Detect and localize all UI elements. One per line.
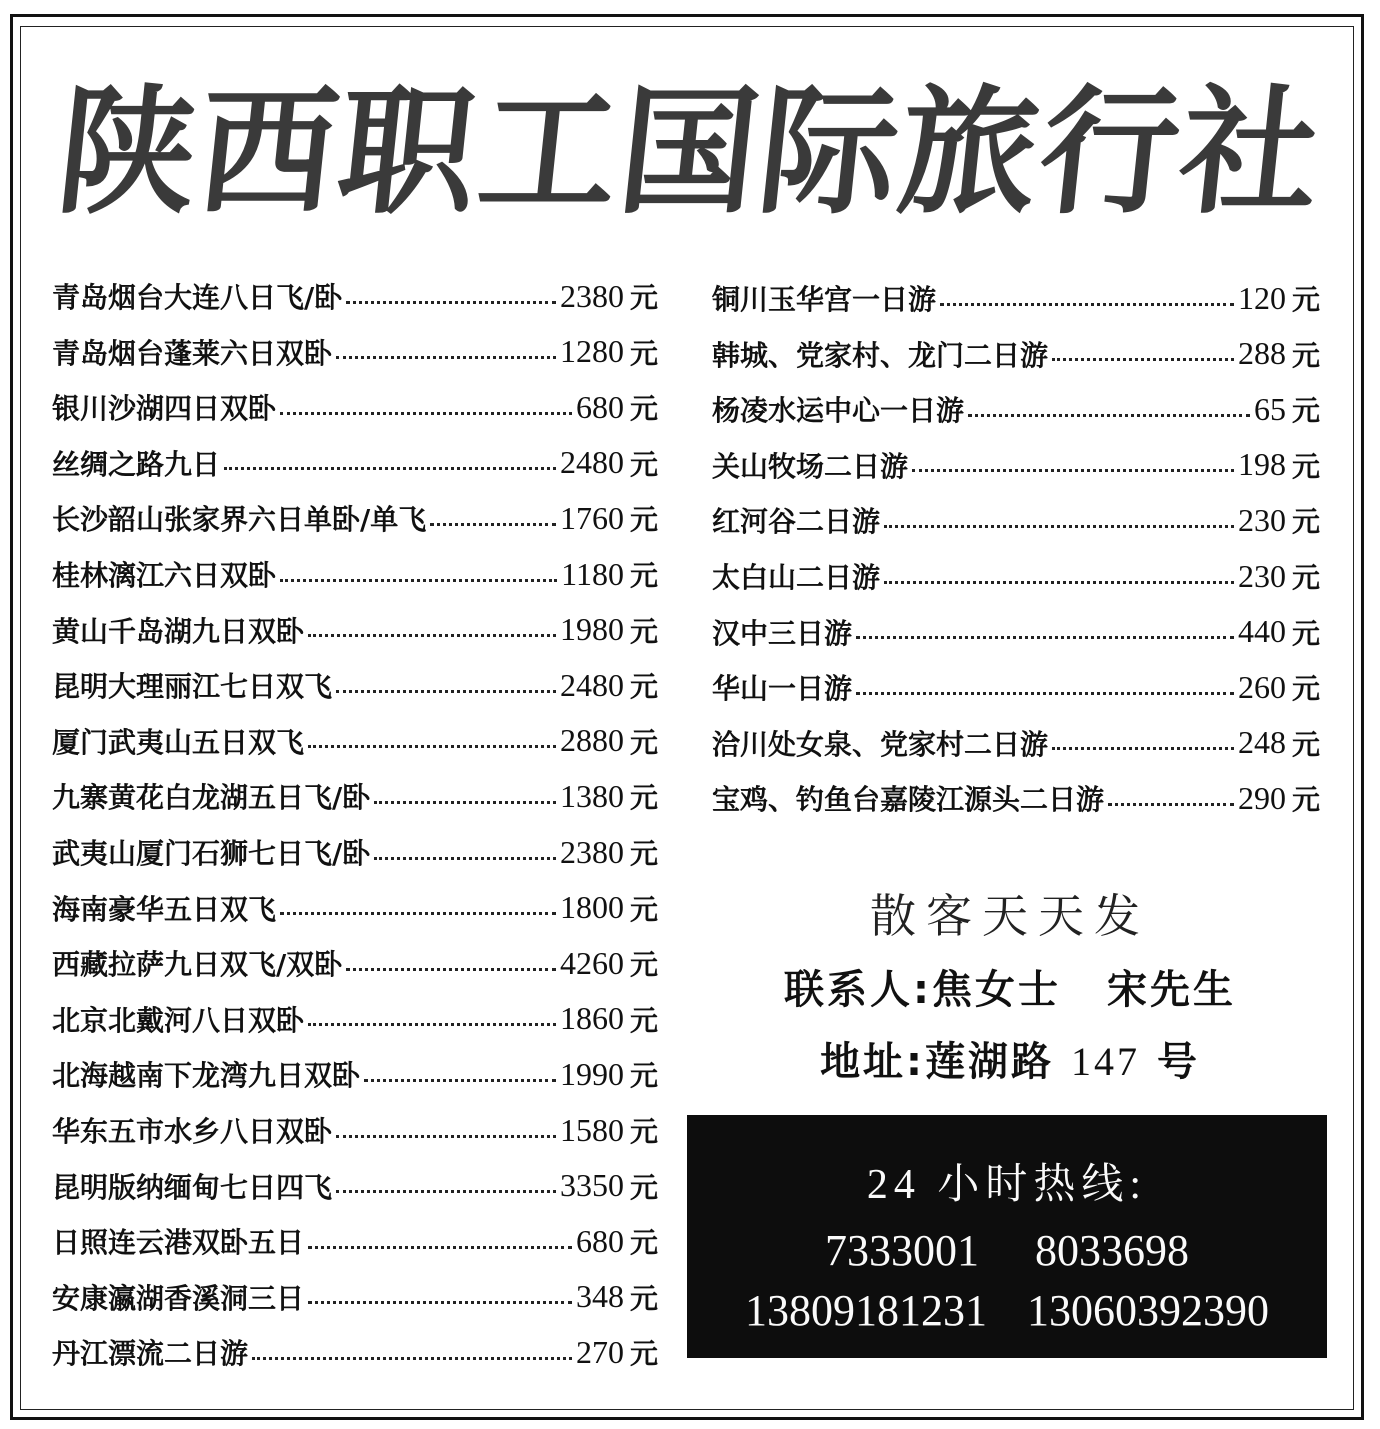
leader-dots bbox=[308, 1246, 572, 1249]
route-name: 关山牧场二日游 bbox=[712, 449, 909, 483]
route-row bbox=[52, 665, 658, 705]
route-row bbox=[52, 498, 658, 538]
title-char: 行 bbox=[1031, 70, 1188, 233]
route-name: 黄山千岛湖九日双卧 bbox=[52, 614, 305, 648]
route-row bbox=[52, 1054, 658, 1094]
route-name: 北海越南下龙湾九日双卧 bbox=[52, 1059, 361, 1093]
route-price: 680 bbox=[575, 1222, 624, 1259]
route-name: 杨凌水运中心一日游 bbox=[712, 394, 965, 428]
route-name: 昆明大理丽江七日双飞 bbox=[52, 670, 333, 704]
address-suffix: 号 bbox=[1156, 1039, 1200, 1085]
route-price: 1280 bbox=[559, 333, 624, 370]
leader-dots bbox=[430, 523, 556, 526]
route-price: 198 bbox=[1237, 446, 1286, 483]
price-unit: 元 bbox=[629, 1059, 658, 1093]
route-name: 洽川处女泉、党家村二日游 bbox=[712, 727, 1049, 761]
route-row bbox=[712, 723, 1320, 763]
route-name: 武夷山厦门石狮七日飞/卧 bbox=[52, 837, 371, 870]
title-char: 旅 bbox=[891, 70, 1047, 233]
address-street: 莲湖路 bbox=[925, 1039, 1055, 1085]
route-name: 海南豪华五日双飞 bbox=[52, 892, 277, 926]
address-label: 地址: bbox=[820, 1039, 926, 1085]
hotline-landlines bbox=[687, 1225, 1327, 1276]
leader-dots bbox=[374, 801, 556, 804]
route-price: 1180 bbox=[561, 555, 624, 592]
route-row bbox=[712, 667, 1320, 707]
route-row bbox=[52, 332, 658, 372]
hotline-phone: 13060392390 bbox=[1027, 1286, 1269, 1335]
route-price: 1380 bbox=[559, 777, 624, 814]
price-unit: 元 bbox=[629, 781, 658, 815]
agency-title bbox=[50, 56, 1328, 233]
leader-dots bbox=[912, 469, 1234, 472]
route-row bbox=[712, 556, 1320, 596]
address-number: 147 bbox=[1071, 1039, 1140, 1084]
route-name: 红河谷二日游 bbox=[712, 505, 881, 539]
leader-dots bbox=[1052, 747, 1234, 750]
route-price: 680 bbox=[575, 388, 624, 425]
leader-dots bbox=[336, 1135, 556, 1138]
route-row bbox=[712, 778, 1320, 818]
route-price: 440 bbox=[1237, 613, 1286, 650]
price-unit: 元 bbox=[629, 1337, 658, 1371]
route-price: 2380 bbox=[559, 277, 624, 314]
route-name: 丹江漂流二日游 bbox=[52, 1337, 249, 1371]
leader-dots bbox=[280, 412, 572, 415]
price-unit: 元 bbox=[629, 1226, 658, 1260]
route-name: 青岛烟台蓬莱六日双卧 bbox=[52, 336, 333, 370]
leader-dots bbox=[1052, 358, 1234, 361]
title-char: 西 bbox=[190, 70, 346, 233]
price-unit: 元 bbox=[1291, 561, 1320, 594]
route-name: 银川沙湖四日双卧 bbox=[52, 392, 277, 426]
price-unit: 元 bbox=[629, 670, 658, 704]
route-name: 九寨黄花白龙湖五日飞/卧 bbox=[52, 781, 371, 815]
leader-dots bbox=[884, 525, 1234, 528]
price-unit: 元 bbox=[1291, 616, 1320, 650]
route-name: 青岛烟台大连八日飞/卧 bbox=[52, 281, 343, 314]
route-name: 铜川玉华宫一日游 bbox=[712, 283, 937, 316]
price-unit: 元 bbox=[629, 281, 658, 314]
route-price: 230 bbox=[1237, 557, 1286, 594]
route-name: 丝绸之路九日 bbox=[52, 447, 221, 481]
leader-dots bbox=[308, 634, 556, 637]
price-unit: 元 bbox=[1291, 672, 1320, 706]
route-name: 华东五市水乡八日双卧 bbox=[52, 1115, 333, 1148]
route-row bbox=[52, 943, 658, 983]
route-name: 宝鸡、钓鱼台嘉陵江源头二日游 bbox=[712, 783, 1105, 817]
contact-person-2: 宋先生 bbox=[1107, 967, 1236, 1013]
leader-dots bbox=[336, 356, 556, 359]
price-unit: 元 bbox=[1291, 505, 1320, 539]
leader-dots bbox=[308, 1301, 572, 1304]
leader-dots bbox=[336, 690, 556, 693]
contact-person-1: 焦女士 bbox=[932, 967, 1061, 1013]
leader-dots bbox=[856, 636, 1234, 639]
route-price: 2480 bbox=[559, 444, 624, 481]
route-price: 348 bbox=[575, 1278, 624, 1315]
route-row bbox=[712, 334, 1320, 374]
route-price: 65 bbox=[1253, 390, 1286, 427]
price-unit: 元 bbox=[629, 948, 658, 982]
leader-dots bbox=[280, 579, 557, 582]
route-name: 桂林漓江六日双卧 bbox=[52, 559, 277, 592]
route-price: 2480 bbox=[559, 666, 624, 703]
route-row bbox=[52, 1277, 658, 1317]
route-row bbox=[52, 999, 658, 1039]
contact-line bbox=[690, 958, 1330, 1015]
contact-label: 联系人: bbox=[784, 967, 932, 1013]
route-row bbox=[712, 278, 1320, 318]
route-name: 昆明版纳缅甸七日四飞 bbox=[52, 1170, 333, 1204]
route-price: 1580 bbox=[559, 1111, 624, 1148]
route-row bbox=[52, 776, 658, 816]
route-row bbox=[52, 1110, 658, 1150]
price-unit: 元 bbox=[1291, 783, 1320, 817]
leader-dots bbox=[346, 301, 556, 304]
leader-dots bbox=[336, 1190, 556, 1193]
price-unit: 元 bbox=[629, 559, 658, 592]
route-row bbox=[712, 500, 1320, 540]
route-row bbox=[52, 832, 658, 872]
route-price: 1980 bbox=[559, 611, 624, 648]
route-row bbox=[52, 1332, 658, 1372]
leader-dots bbox=[252, 1357, 572, 1360]
price-unit: 元 bbox=[1291, 449, 1320, 483]
route-row bbox=[52, 554, 658, 594]
route-row bbox=[712, 445, 1320, 485]
leader-dots bbox=[280, 912, 556, 915]
route-row bbox=[52, 276, 658, 316]
route-price: 1800 bbox=[559, 889, 624, 926]
route-price: 270 bbox=[575, 1333, 624, 1370]
route-row bbox=[52, 1221, 658, 1261]
route-price: 288 bbox=[1237, 335, 1286, 372]
route-price: 1990 bbox=[559, 1055, 624, 1092]
price-unit: 元 bbox=[629, 614, 658, 648]
price-unit: 元 bbox=[629, 892, 658, 926]
leader-dots bbox=[884, 581, 1234, 584]
leader-dots bbox=[1108, 803, 1234, 806]
price-unit: 元 bbox=[1291, 394, 1320, 428]
leader-dots bbox=[968, 414, 1250, 417]
route-price: 260 bbox=[1237, 668, 1286, 705]
route-price: 248 bbox=[1237, 724, 1286, 761]
route-name: 厦门武夷山五日双飞 bbox=[52, 725, 305, 759]
route-price: 230 bbox=[1237, 501, 1286, 538]
hotline-phone: 7333001 bbox=[825, 1226, 979, 1275]
title-char: 社 bbox=[1172, 70, 1328, 233]
slogan: 散客天天发 bbox=[870, 889, 1150, 943]
route-name: 韩城、党家村、龙门二日游 bbox=[712, 338, 1049, 372]
route-name: 太白山二日游 bbox=[712, 561, 881, 594]
route-price: 4260 bbox=[559, 944, 624, 981]
price-unit: 元 bbox=[629, 392, 658, 426]
route-name: 长沙韶山张家界六日单卧/单飞 bbox=[52, 503, 427, 537]
title-char: 国 bbox=[611, 70, 767, 233]
route-row bbox=[712, 612, 1320, 652]
hotline-phone: 13809181231 bbox=[745, 1286, 987, 1335]
price-unit: 元 bbox=[1291, 283, 1320, 316]
leader-dots bbox=[308, 745, 556, 748]
route-price: 120 bbox=[1237, 279, 1286, 316]
leader-dots bbox=[374, 857, 556, 860]
route-name: 安康瀛湖香溪洞三日 bbox=[52, 1281, 305, 1315]
route-name: 华山一日游 bbox=[712, 672, 853, 706]
route-row bbox=[52, 721, 658, 761]
route-row bbox=[52, 1166, 658, 1206]
hotline-mobiles bbox=[687, 1285, 1327, 1336]
price-unit: 元 bbox=[629, 725, 658, 759]
hotline-title: 24 小时热线: bbox=[866, 1162, 1148, 1208]
route-name: 北京北戴河八日双卧 bbox=[52, 1003, 305, 1037]
leader-dots bbox=[364, 1079, 556, 1082]
price-unit: 元 bbox=[629, 837, 658, 870]
route-price: 2380 bbox=[559, 833, 624, 870]
title-char: 职 bbox=[330, 70, 486, 233]
route-price: 1760 bbox=[559, 499, 624, 536]
route-row bbox=[52, 610, 658, 650]
price-unit: 元 bbox=[629, 1003, 658, 1037]
route-row bbox=[52, 888, 658, 928]
leader-dots bbox=[224, 467, 556, 470]
leader-dots bbox=[346, 968, 556, 971]
route-price: 3350 bbox=[559, 1167, 624, 1204]
price-unit: 元 bbox=[1291, 338, 1320, 372]
price-unit: 元 bbox=[629, 336, 658, 370]
price-unit: 元 bbox=[1291, 727, 1320, 761]
route-name: 西藏拉萨九日双飞/双卧 bbox=[52, 948, 343, 982]
price-unit: 元 bbox=[629, 1115, 658, 1148]
route-price: 1860 bbox=[559, 1000, 624, 1037]
price-unit: 元 bbox=[629, 447, 658, 481]
leader-dots bbox=[856, 692, 1234, 695]
route-price: 2880 bbox=[559, 722, 624, 759]
leader-dots bbox=[940, 303, 1234, 306]
leader-dots bbox=[308, 1023, 556, 1026]
route-name: 日照连云港双卧五日 bbox=[52, 1226, 305, 1260]
hotline-box bbox=[687, 1115, 1327, 1358]
address-line bbox=[690, 1030, 1330, 1087]
title-char: 际 bbox=[751, 70, 907, 233]
price-unit: 元 bbox=[629, 503, 658, 537]
route-row bbox=[52, 387, 658, 427]
title-char: 工 bbox=[471, 70, 627, 233]
route-price: 290 bbox=[1237, 779, 1286, 816]
route-row bbox=[52, 443, 658, 483]
route-row bbox=[712, 389, 1320, 429]
title-char: 陕 bbox=[50, 70, 206, 233]
route-name: 汉中三日游 bbox=[712, 616, 853, 650]
hotline-phone: 8033698 bbox=[1035, 1226, 1189, 1275]
price-unit: 元 bbox=[629, 1170, 658, 1204]
price-unit: 元 bbox=[629, 1281, 658, 1315]
